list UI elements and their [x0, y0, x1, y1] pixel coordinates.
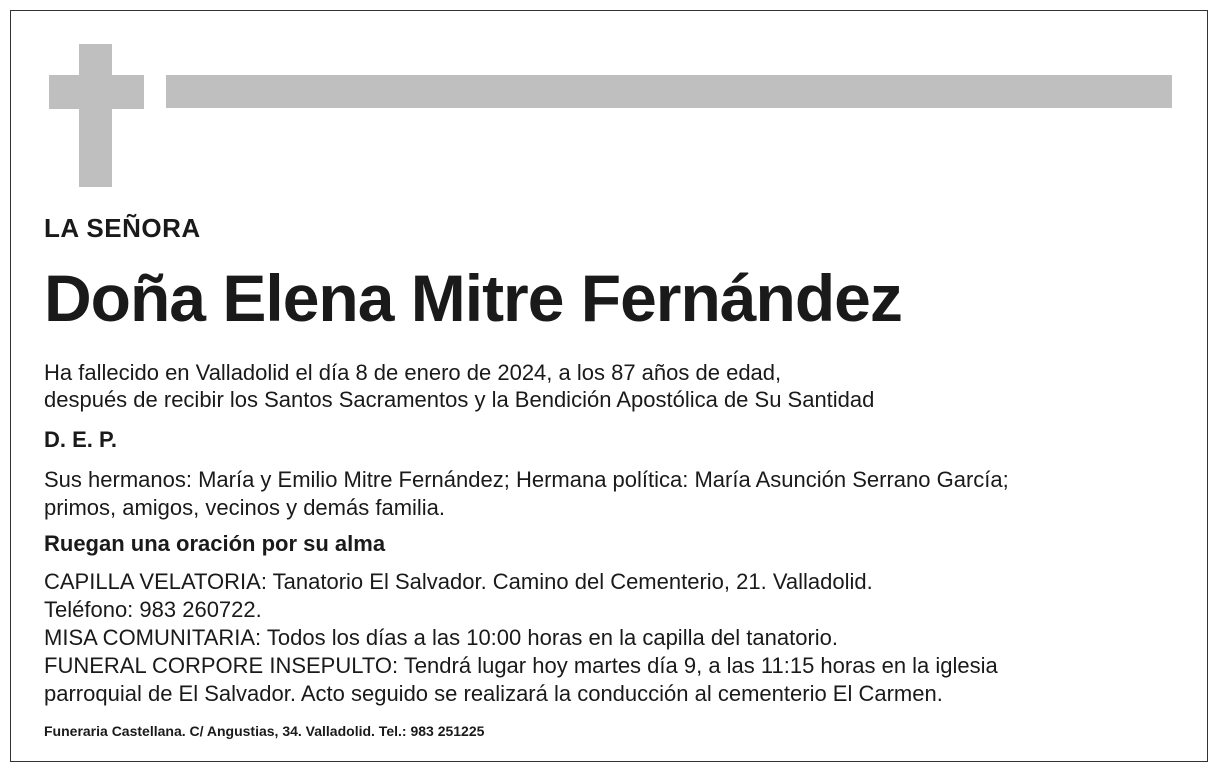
cross-icon — [79, 44, 112, 187]
dep-text: D. E. P. — [44, 427, 117, 452]
announcement-line: después de recibir los Santos Sacramentos y la Bendición Apostólica de Su Santidad — [44, 387, 875, 412]
detail-line: MISA COMUNITARIA: Todos los días a las 10:00 horas en la capilla del tanatorio. — [44, 625, 839, 650]
detail-line: FUNERAL CORPORE INSEPULTO: Tendrá lugar hoy martes día 9, a las 11:15 horas en la iglesia — [44, 653, 998, 678]
funeral-home-footer: Funeraria Castellana. C/ Angustias, 34. Valladolid. Tel.: 983 251225 — [44, 723, 485, 739]
prayer-request: Ruegan una oración por su alma — [44, 531, 386, 556]
header-bar — [166, 75, 1172, 108]
family-line: primos, amigos, vecinos y demás familia. — [44, 495, 446, 520]
family-line: Sus hermanos: María y Emilio Mitre Fernández; Hermana política: María Asunción Serrano García; — [44, 467, 1009, 492]
detail-line: CAPILLA VELATORIA: Tanatorio El Salvador. Camino del Cementerio, 21. Valladolid. — [44, 569, 873, 594]
cross-icon-arm — [49, 75, 144, 109]
detail-line: Teléfono: 983 260722. — [44, 597, 262, 622]
announcement-line: Ha fallecido en Valladolid el día 8 de enero de 2024, a los 87 años de edad, — [44, 360, 782, 385]
detail-line: parroquial de El Salvador. Acto seguido se realizará la conducción al cementerio El Carmen. — [44, 681, 943, 706]
heading: LA SEÑORA — [44, 213, 201, 243]
deceased-name: Doña Elena Mitre Fernández — [44, 261, 902, 335]
